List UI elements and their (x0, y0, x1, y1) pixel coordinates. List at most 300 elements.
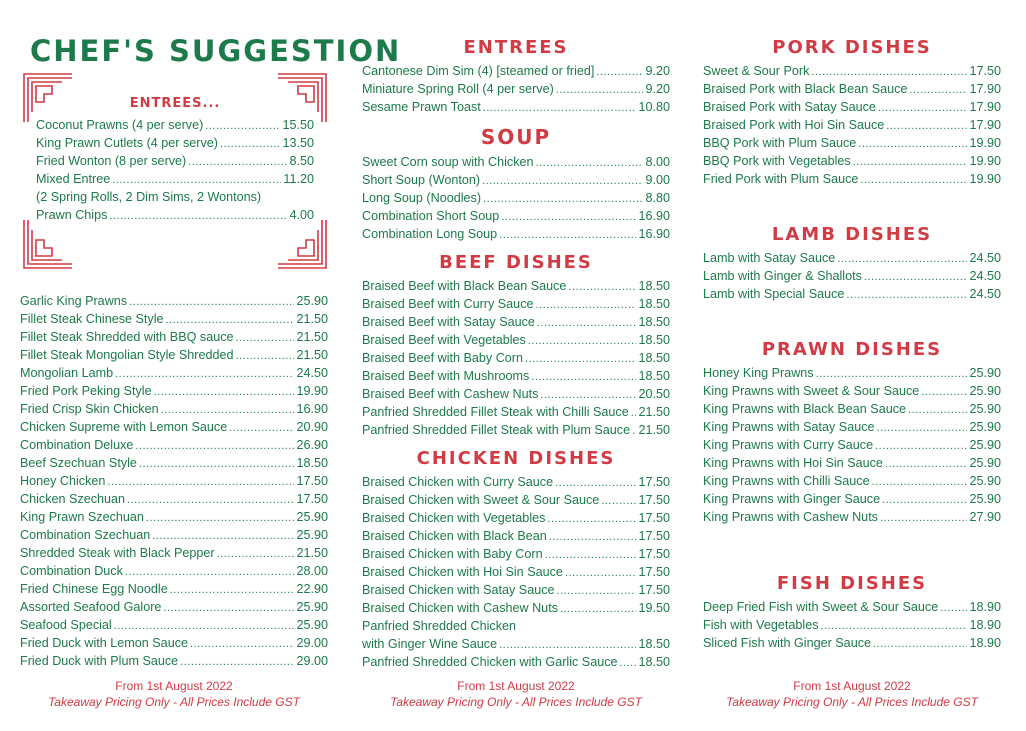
menu-item-name: Fish with Vegetables (703, 618, 819, 632)
menu-item (36, 116, 314, 134)
menu-item-price: 16.90 (638, 209, 670, 223)
leader-dots (205, 117, 280, 135)
menu-item-price: 29.00 (296, 654, 328, 668)
menu-item-price: 17.50 (296, 492, 328, 506)
menu-item (362, 98, 670, 116)
leader-dots (129, 293, 294, 311)
menu-item-name: Panfried Shredded Fillet Steak with Plum Sauce (362, 423, 631, 437)
menu-item-price: 18.50 (638, 351, 670, 365)
menu-item (20, 292, 328, 310)
leader-dots (135, 437, 294, 455)
chefs-suggestion-title: CHEF'S SUGGESTION (30, 34, 402, 68)
menu-item-price: 8.00 (645, 155, 670, 169)
leader-dots (161, 401, 295, 419)
menu-item-name: Fried Duck with Plum Sauce (20, 654, 179, 668)
menu-item-name: Coconut Prawns (4 per serve) (36, 118, 204, 132)
menu-item-price: 17.50 (638, 565, 670, 579)
menu-item (20, 544, 328, 562)
chicken-title: CHICKEN DISHES (416, 448, 616, 469)
leader-dots (127, 491, 294, 509)
menu-item-name: King Prawns with Satay Sauce (703, 420, 875, 434)
menu-item-price: 21.50 (296, 312, 328, 326)
prawn-list (703, 364, 1001, 526)
chefs-entrees-frame (22, 72, 328, 270)
menu-item-name: Garlic King Prawns (20, 294, 128, 308)
menu-item-name: King Prawns with Hoi Sin Sauce (703, 456, 883, 470)
menu-item (362, 599, 670, 617)
leader-dots (872, 473, 968, 491)
leader-dots (154, 383, 295, 401)
menu-item-name: Braised Chicken with Black Bean (362, 529, 547, 543)
menu-item (362, 153, 670, 171)
menu-item-name: Seafood Special (20, 618, 112, 632)
leader-dots (528, 332, 637, 350)
menu-item (362, 189, 670, 207)
menu-item (20, 508, 328, 526)
menu-item-name: Combination Szechuan (20, 528, 151, 542)
leader-dots (188, 153, 287, 171)
leader-dots (540, 386, 636, 404)
leader-dots (190, 635, 294, 653)
leader-dots (115, 365, 294, 383)
leader-dots (877, 419, 968, 437)
leader-dots (837, 250, 967, 268)
menu-item-name: Sliced Fish with Ginger Sauce (703, 636, 871, 650)
menu-item-price: 20.50 (638, 387, 670, 401)
beef-list (362, 277, 670, 439)
menu-item (20, 634, 328, 652)
menu-item-price: 24.50 (969, 287, 1001, 301)
menu-item-price: 18.50 (638, 369, 670, 383)
menu-item-price: 20.90 (296, 420, 328, 434)
leader-dots (821, 617, 968, 635)
menu-item (703, 116, 1001, 134)
menu-item (703, 598, 1001, 616)
menu-item-price: 17.90 (969, 118, 1001, 132)
menu-item-price: 15.50 (282, 118, 314, 132)
menu-item-price: 18.50 (638, 333, 670, 347)
menu-item-price: 18.50 (638, 637, 670, 651)
menu-item (703, 80, 1001, 98)
menu-item-price: 19.50 (638, 601, 670, 615)
chefs-items-list (20, 292, 328, 670)
menu-item (20, 652, 328, 670)
menu-item-price: 18.50 (638, 655, 670, 669)
menu-item (703, 98, 1001, 116)
menu-item-name: BBQ Pork with Vegetables (703, 154, 851, 168)
menu-item (362, 385, 670, 403)
leader-dots (885, 455, 968, 473)
leader-dots (109, 207, 287, 225)
entrees-title: ENTREES (463, 37, 569, 58)
menu-item (20, 472, 328, 490)
menu-item-price: 26.90 (296, 438, 328, 452)
menu-item (20, 598, 328, 616)
menu-item-name: Chicken Szechuan (20, 492, 126, 506)
menu-item (20, 580, 328, 598)
menu-item-name: King Prawn Szechuan (20, 510, 144, 524)
menu-item (362, 545, 670, 563)
menu-item-name: Braised Chicken with Hoi Sin Sauce (362, 565, 563, 579)
menu-item (362, 473, 670, 491)
menu-item-name: Deep Fried Fish with Sweet & Sour Sauce (703, 600, 939, 614)
menu-item-price: 4.00 (289, 208, 314, 222)
menu-item-price: 9.20 (645, 82, 670, 96)
menu-item-name: Braised Chicken with Satay Sauce (362, 583, 555, 597)
menu-item-price: 17.50 (296, 474, 328, 488)
menu-item-price: 21.50 (638, 423, 670, 437)
leader-dots (846, 286, 967, 304)
leader-dots (114, 617, 295, 635)
menu-item (703, 62, 1001, 80)
corner-ornament-icon (22, 218, 74, 270)
menu-item-price: 25.90 (969, 384, 1001, 398)
menu-item (20, 454, 328, 472)
menu-item (703, 616, 1001, 634)
menu-item-name: Beef Szechuan Style (20, 456, 137, 470)
menu-item (703, 472, 1001, 490)
footer-note: Takeaway Pricing Only - All Prices Include GST (726, 695, 978, 709)
menu-item-name: Braised Chicken with Vegetables (362, 511, 546, 525)
leader-dots (146, 509, 295, 527)
corner-ornament-icon (276, 218, 328, 270)
leader-dots (858, 135, 967, 153)
pork-title: PORK DISHES (772, 37, 932, 58)
leader-dots (499, 636, 636, 654)
menu-item-name: Braised Chicken with Sweet & Sour Sauce (362, 493, 600, 507)
menu-item-price: 25.90 (969, 438, 1001, 452)
menu-item (20, 526, 328, 544)
menu-item-name: King Prawns with Curry Sauce (703, 438, 874, 452)
leader-dots (556, 81, 644, 99)
menu-item (362, 509, 670, 527)
menu-item-name: Braised Beef with Vegetables (362, 333, 526, 347)
menu-item-name: Prawn Chips (36, 208, 108, 222)
menu-item-name: Fried Crisp Skin Chicken (20, 402, 159, 416)
leader-dots (565, 564, 637, 582)
leader-dots (220, 135, 281, 153)
menu-item-name: Short Soup (Wonton) (362, 173, 481, 187)
menu-item (362, 491, 670, 509)
menu-item (703, 400, 1001, 418)
menu-item-name: Honey King Prawns (703, 366, 814, 380)
leader-dots (537, 314, 637, 332)
menu-item-price: 24.50 (969, 269, 1001, 283)
menu-item (362, 349, 670, 367)
menu-item-name: Combination Deluxe (20, 438, 134, 452)
menu-item (362, 617, 670, 635)
menu-item-price: 18.50 (638, 315, 670, 329)
menu-item-price: 25.90 (296, 600, 328, 614)
leader-dots (499, 226, 636, 244)
menu-item-price: 25.90 (969, 492, 1001, 506)
menu-item-price: 18.50 (638, 279, 670, 293)
menu-item-price: 17.50 (638, 583, 670, 597)
menu-item-name: Lamb with Ginger & Shallots (703, 269, 862, 283)
menu-item (703, 382, 1001, 400)
footer-col2 (362, 678, 670, 710)
menu-item-name: Lamb with Special Sauce (703, 287, 845, 301)
menu-item-price: 17.90 (969, 82, 1001, 96)
menu-item (20, 562, 328, 580)
menu-item-price: 21.50 (296, 348, 328, 362)
column-3 (703, 0, 1001, 652)
menu-item (703, 152, 1001, 170)
menu-item-name: Braised Chicken with Baby Corn (362, 547, 543, 561)
menu-item (362, 171, 670, 189)
menu-item-name: Braised Beef with Mushrooms (362, 369, 530, 383)
menu-item-price: 18.90 (969, 600, 1001, 614)
leader-dots (229, 419, 294, 437)
menu-item-price: 21.50 (296, 546, 328, 560)
menu-item-price: 17.50 (969, 64, 1001, 78)
menu-item-price: 19.90 (969, 172, 1001, 186)
menu-item (703, 134, 1001, 152)
menu-item-name: Braised Beef with Black Bean Sauce (362, 279, 567, 293)
menu-item-price: 25.90 (296, 294, 328, 308)
menu-item-price: 11.20 (283, 172, 314, 186)
chicken-list (362, 473, 670, 671)
menu-item-name: Braised Beef with Baby Corn (362, 351, 524, 365)
leader-dots (236, 329, 295, 347)
menu-item-price: 21.50 (296, 330, 328, 344)
menu-item-price: 16.90 (638, 227, 670, 241)
menu-item-price: 29.00 (296, 636, 328, 650)
menu-item (20, 310, 328, 328)
menu-item-price: 16.90 (296, 402, 328, 416)
footer-date: From 1st August 2022 (115, 679, 233, 693)
entrees-list (362, 62, 670, 116)
footer-col1 (20, 678, 328, 710)
menu-item-name: Combination Short Soup (362, 209, 500, 223)
footer-col3 (703, 678, 1001, 710)
leader-dots (620, 654, 637, 672)
menu-item-name: Fried Chinese Egg Noodle (20, 582, 168, 596)
lamb-list (703, 249, 1001, 303)
menu-item-name: Mongolian Lamb (20, 366, 114, 380)
menu-item (362, 225, 670, 243)
menu-item-price: 18.50 (638, 297, 670, 311)
menu-item-price: 22.90 (296, 582, 328, 596)
menu-item-name: Braised Beef with Satay Sauce (362, 315, 535, 329)
menu-item-price: 9.20 (645, 64, 670, 78)
menu-item-name: King Prawn Cutlets (4 per serve) (36, 136, 218, 150)
menu-item-price: 25.90 (296, 510, 328, 524)
menu-item (703, 418, 1001, 436)
menu-item-price: 24.50 (296, 366, 328, 380)
menu-item (362, 403, 670, 421)
leader-dots (139, 455, 295, 473)
menu-item-name: Sesame Prawn Toast (362, 100, 481, 114)
leader-dots (547, 510, 636, 528)
menu-item-price: 25.90 (969, 474, 1001, 488)
menu-item-name: Sweet Corn soup with Chicken (362, 155, 534, 169)
menu-item-name: Assorted Seafood Galore (20, 600, 162, 614)
menu-item-name: Braised Beef with Curry Sauce (362, 297, 534, 311)
chefs-entrees-heading: ENTREES... (129, 96, 221, 111)
menu-item (703, 490, 1001, 508)
menu-item (36, 206, 314, 224)
menu-item-price: 25.90 (969, 420, 1001, 434)
leader-dots (531, 368, 636, 386)
menu-item (20, 400, 328, 418)
menu-item-price: 25.90 (969, 456, 1001, 470)
leader-dots (860, 171, 967, 189)
menu-item-name: King Prawns with Cashew Nuts (703, 510, 878, 524)
menu-item-name: Chicken Supreme with Lemon Sauce (20, 420, 228, 434)
menu-item-name: Fried Pork Peking Style (20, 384, 152, 398)
leader-dots (864, 268, 968, 286)
menu-item (362, 80, 670, 98)
menu-item-price: 19.90 (969, 136, 1001, 150)
menu-item (362, 313, 670, 331)
menu-item-price: 17.50 (638, 511, 670, 525)
leader-dots (940, 599, 967, 617)
menu-item-name: Fried Duck with Lemon Sauce (20, 636, 188, 650)
leader-dots (217, 545, 295, 563)
menu-item (703, 436, 1001, 454)
menu-item (20, 364, 328, 382)
column-2 (362, 0, 670, 671)
menu-item-name: Mixed Entree (36, 172, 111, 186)
fish-title: FISH DISHES (776, 573, 928, 594)
menu-item-name: Miniature Spring Roll (4 per serve) (362, 82, 554, 96)
menu-item-name: Shredded Steak with Black Pepper (20, 546, 215, 560)
leader-dots (631, 404, 637, 422)
menu-item-name: Braised Pork with Satay Sauce (703, 100, 876, 114)
menu-item-name: BBQ Pork with Plum Sauce (703, 136, 857, 150)
leader-dots (811, 63, 967, 81)
leader-dots (601, 492, 636, 510)
soup-list (362, 153, 670, 243)
menu-item-name: Braised Chicken with Curry Sauce (362, 475, 554, 489)
menu-item (362, 295, 670, 313)
menu-item-name: Panfried Shredded Chicken (362, 619, 517, 633)
menu-item-name: Honey Chicken (20, 474, 106, 488)
menu-item-name: King Prawns with Black Bean Sauce (703, 402, 907, 416)
menu-item (703, 364, 1001, 382)
menu-item-name: Fillet Steak Shredded with BBQ sauce (20, 330, 234, 344)
footer-note: Takeaway Pricing Only - All Prices Include GST (390, 695, 642, 709)
leader-dots (112, 171, 281, 189)
menu-item (362, 563, 670, 581)
footer-note: Takeaway Pricing Only - All Prices Include GST (48, 695, 300, 709)
leader-dots (880, 509, 968, 527)
menu-item (20, 346, 328, 364)
menu-item-name: Sweet & Sour Pork (703, 64, 810, 78)
menu-item-name: Braised Chicken with Cashew Nuts (362, 601, 558, 615)
leader-dots (536, 296, 637, 314)
menu-item (362, 581, 670, 599)
menu-item-price: 19.90 (296, 384, 328, 398)
menu-item-name: Combination Duck (20, 564, 123, 578)
menu-item-price: 24.50 (969, 251, 1001, 265)
menu-item (362, 331, 670, 349)
menu-item-name: Braised Pork with Black Bean Sauce (703, 82, 908, 96)
menu-item-price: 19.90 (969, 154, 1001, 168)
menu-item-price: 21.50 (638, 405, 670, 419)
leader-dots (170, 581, 295, 599)
menu-item (703, 285, 1001, 303)
leader-dots (632, 422, 636, 440)
leader-dots (236, 347, 295, 365)
leader-dots (816, 365, 968, 383)
menu-item (703, 454, 1001, 472)
leader-dots (908, 401, 967, 419)
menu-item-price: 27.90 (969, 510, 1001, 524)
menu-item-price: 25.90 (296, 528, 328, 542)
leader-dots (875, 437, 967, 455)
menu-item (36, 152, 314, 170)
menu-item-price: 18.50 (296, 456, 328, 470)
fish-list (703, 598, 1001, 652)
leader-dots (555, 474, 636, 492)
menu-item-price: 25.90 (296, 618, 328, 632)
menu-item-name: Braised Pork with Hoi Sin Sauce (703, 118, 885, 132)
leader-dots (909, 81, 967, 99)
leader-dots (921, 383, 967, 401)
leader-dots (873, 635, 967, 653)
menu-item-name: with Ginger Wine Sauce (362, 637, 498, 651)
menu-item-price: 13.50 (282, 136, 314, 150)
leader-dots (501, 208, 636, 226)
menu-item (703, 170, 1001, 188)
leader-dots (886, 117, 967, 135)
leader-dots (536, 154, 644, 172)
menu-item (362, 527, 670, 545)
menu-item-name: King Prawns with Ginger Sauce (703, 492, 881, 506)
menu-item (703, 508, 1001, 526)
leader-dots (482, 172, 643, 190)
menu-item-price: 17.50 (638, 547, 670, 561)
leader-dots (596, 63, 643, 81)
leader-dots (483, 99, 637, 117)
menu-item (362, 367, 670, 385)
leader-dots (560, 600, 637, 618)
menu-item-price: 9.00 (645, 173, 670, 187)
leader-dots (152, 527, 294, 545)
menu-item-name: King Prawns with Sweet & Sour Sauce (703, 384, 920, 398)
menu-item-name: Fillet Steak Chinese Style (20, 312, 164, 326)
leader-dots (525, 350, 636, 368)
pork-list (703, 62, 1001, 188)
leader-dots (483, 190, 643, 208)
menu-item-name: King Prawns with Chilli Sauce (703, 474, 870, 488)
menu-item-price: 8.50 (289, 154, 314, 168)
menu-item (20, 490, 328, 508)
leader-dots (882, 491, 967, 509)
menu-item (362, 277, 670, 295)
leader-dots (545, 546, 637, 564)
menu-item (20, 328, 328, 346)
menu-item-price: 10.80 (638, 100, 670, 114)
footer-date: From 1st August 2022 (793, 679, 911, 693)
menu-item-price: 8.80 (645, 191, 670, 205)
menu-item-name: Fried Pork with Plum Sauce (703, 172, 859, 186)
leader-dots (557, 582, 637, 600)
menu-item-name: Lamb with Satay Sauce (703, 251, 836, 265)
menu-item (362, 421, 670, 439)
menu-item (36, 134, 314, 152)
menu-item (20, 382, 328, 400)
beef-title: BEEF DISHES (439, 252, 593, 273)
menu-item-price: 17.50 (638, 493, 670, 507)
menu-item-name: Fried Wonton (8 per serve) (36, 154, 187, 168)
menu-item (362, 635, 670, 653)
menu-item-name: (2 Spring Rolls, 2 Dim Sims, 2 Wontons) (36, 190, 262, 204)
menu-item-name: Fillet Steak Mongolian Style Shredded (20, 348, 234, 362)
menu-item (36, 188, 314, 206)
